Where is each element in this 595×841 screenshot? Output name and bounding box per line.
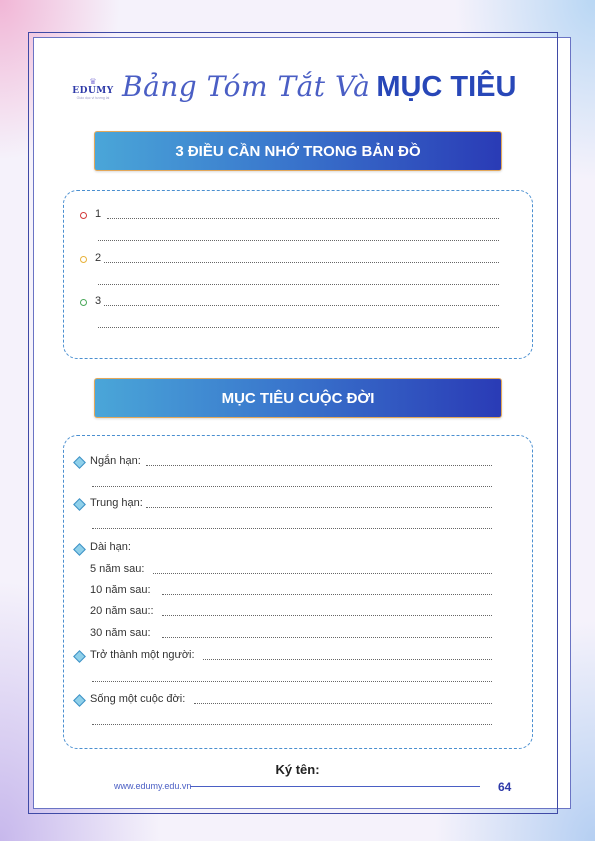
live-line1[interactable] [194,703,492,704]
short-term-line1[interactable] [146,465,492,466]
become-line1[interactable] [203,659,492,660]
page-title [122,70,542,120]
year5-label: 5 năm sau: [90,563,145,575]
bullet-yellow-icon [80,256,87,263]
item2-line1[interactable] [104,262,499,263]
item3-line2[interactable] [98,327,499,328]
mid-term-line1[interactable] [146,507,492,508]
title-script: Bảng Tóm Tắt Và [122,70,371,103]
item2-line2[interactable] [98,284,499,285]
item1-label: 1 [95,208,102,220]
year20-label: 20 năm sau:: [90,605,154,617]
mid-term-label: Trung hạn: [90,497,143,509]
item1-line1[interactable] [107,218,499,219]
year10-label: 10 năm sau: [90,584,151,596]
footer-divider [190,786,480,787]
signature-label: Ký tên: [275,762,320,777]
bullet-green-icon [80,299,87,306]
item2-label: 2 [95,252,102,264]
section2-banner: MỤC TIÊU CUỘC ĐỜI [94,378,502,418]
bullet-red-icon [80,212,87,219]
year30-label: 30 năm sau: [90,627,151,639]
item3-line1[interactable] [104,305,499,306]
footer-url[interactable]: www.edumy.edu.vn [114,781,192,791]
become-line2[interactable] [92,681,492,682]
year30-line[interactable] [162,637,492,638]
year5-line[interactable] [153,573,492,574]
live-label: Sống một cuộc đời: [90,693,186,705]
logo-tagline: Giáo dục vì tương lai [76,96,110,100]
title-bold: MỤC TIÊU [376,71,517,103]
item1-line2[interactable] [98,240,499,241]
become-label: Trở thành một người: [90,649,195,661]
live-line2[interactable] [92,724,492,725]
edumy-logo [68,78,118,100]
short-term-label: Ngắn hạn: [90,455,141,467]
crown-icon: ♛ [89,77,97,86]
item3-label: 3 [95,295,102,307]
page-number: 64 [498,780,512,794]
long-term-label: Dài hạn: [90,541,131,553]
section1-box [63,190,533,359]
year20-line[interactable] [162,615,492,616]
short-term-line2[interactable] [92,486,492,487]
section1-banner: 3 ĐIỀU CẦN NHỚ TRONG BẢN ĐỒ [94,131,502,171]
year10-line[interactable] [162,594,492,595]
mid-term-line2[interactable] [92,528,492,529]
logo-text: EDUMY [72,86,114,96]
